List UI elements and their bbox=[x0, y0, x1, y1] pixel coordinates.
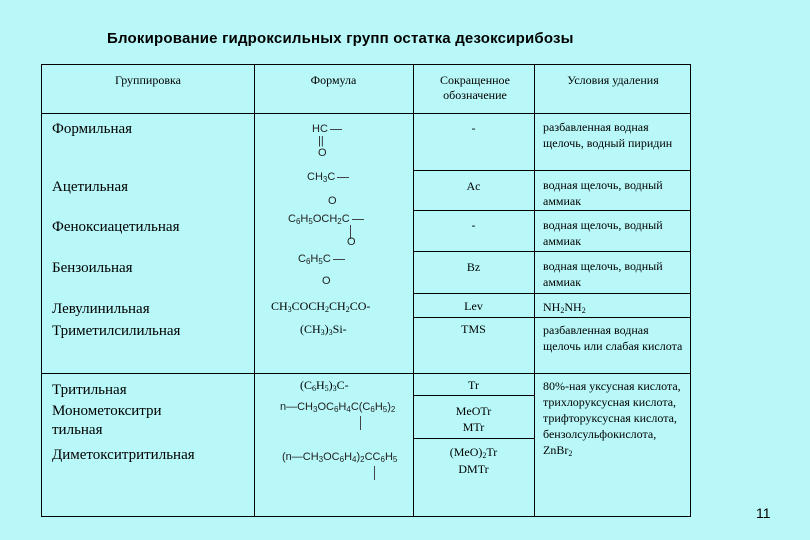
formula-acetyl-oxygen: O bbox=[328, 195, 337, 207]
formula-levulinyl: $CH_3COCH_2CH_2CO-$ bbox=[271, 299, 371, 314]
header-divider bbox=[42, 113, 690, 114]
row-divider bbox=[413, 293, 690, 294]
bond-line bbox=[352, 219, 364, 220]
abbr-benzoyl: Bz bbox=[466, 260, 481, 274]
row-divider bbox=[413, 170, 690, 171]
row-name-monomethoxytrityl-1: Монометокситри bbox=[52, 403, 162, 419]
abbr-levulinyl: Lev bbox=[464, 299, 483, 313]
abbr-dimethoxytrityl-1: $(MeO)_2Tr$ bbox=[449, 445, 498, 460]
cond-trityl-group: 80%-ная уксусная кислота, трихлоруксусная кислота, трифторуксусная кислота, бензолсульфокислота, ZnBr$_2$ bbox=[543, 379, 681, 458]
protecting-groups-table bbox=[41, 64, 691, 517]
row-name-phenoxyacetyl: Феноксиацетильная bbox=[52, 219, 180, 235]
bond-line bbox=[333, 259, 345, 260]
header-abbreviation: Сокращенное обозначение bbox=[439, 73, 511, 102]
cond-formyl: разбавленная водная щелочь, водный пиридин bbox=[543, 120, 673, 150]
row-name-levulinyl: Левулинильная bbox=[52, 301, 150, 317]
row-name-acetyl: Ацетильная bbox=[52, 179, 129, 195]
formula-acetyl: $CH_3C$ bbox=[307, 171, 349, 184]
formula-formyl-double-bond: || bbox=[318, 135, 324, 147]
row-name-formyl: Формильная bbox=[52, 121, 133, 137]
bond-line bbox=[330, 129, 342, 130]
formula-formyl bbox=[312, 123, 342, 135]
cond-acetyl: водная щелочь, водный аммиак bbox=[543, 178, 663, 208]
abbr-formyl: - bbox=[471, 121, 476, 135]
formula-formyl-top: HC bbox=[312, 123, 328, 135]
row-divider bbox=[413, 251, 690, 252]
formula-formyl-oxygen: O bbox=[318, 147, 327, 159]
abbr-monomethoxytrityl-1: MeOTr bbox=[455, 404, 492, 418]
header-removal-conditions: Условия удаления bbox=[567, 73, 659, 87]
row-divider bbox=[413, 438, 534, 439]
row-name-trimethylsilyl: Триметилсилильная bbox=[52, 323, 181, 339]
row-name-dimethoxytrityl: Диметокситритильная bbox=[52, 447, 195, 463]
bond-line bbox=[360, 416, 361, 430]
formula-phenoxyacetyl: $C_6H_5OCH_2C$ bbox=[288, 213, 364, 226]
row-name-benzoyl: Бензоильная bbox=[52, 260, 133, 276]
header-formula: Формула bbox=[310, 73, 357, 87]
formula-monomethoxytrityl: $n—CH_3OC_6H_4C(C_6H_5)_2$ bbox=[280, 401, 396, 414]
col-divider bbox=[254, 65, 255, 516]
row-name-trityl: Тритильная bbox=[52, 382, 127, 398]
formula-trityl: $(C_6H_5)_3C-$ bbox=[300, 378, 349, 393]
row-divider bbox=[413, 395, 534, 396]
header-grouping: Группировка bbox=[115, 73, 181, 87]
formula-trimethylsilyl: $(CH_3)_3Si-$ bbox=[300, 322, 347, 337]
page-title: Блокирование гидроксильных групп остатка дезоксирибозы bbox=[107, 30, 574, 47]
col-divider bbox=[534, 65, 535, 516]
cond-trimethylsilyl: разбавленная водная щелочь или слабая кислота bbox=[543, 323, 683, 353]
formula-benzoyl: $C_6H_5C$ bbox=[298, 253, 345, 266]
formula-dimethoxytrityl: $(n—CH_3OC_6H_4)_2CC_6H_5$ bbox=[282, 451, 398, 464]
page-number: 11 bbox=[756, 505, 771, 521]
abbr-phenoxyacetyl: - bbox=[471, 218, 476, 232]
cond-benzoyl: водная щелочь, водный аммиак bbox=[543, 259, 663, 289]
bond-line bbox=[337, 177, 349, 178]
row-divider bbox=[42, 373, 690, 374]
formula-benzoyl-oxygen: O bbox=[322, 275, 331, 287]
row-name-monomethoxytrityl-2: тильная bbox=[52, 422, 103, 438]
abbr-trityl: Tr bbox=[468, 378, 479, 392]
abbr-trimethylsilyl: TMS bbox=[461, 322, 486, 336]
abbr-dimethoxytrityl-2: DMTr bbox=[458, 462, 489, 476]
row-divider bbox=[413, 210, 690, 211]
abbr-monomethoxytrityl-2: MTr bbox=[462, 420, 485, 434]
bond-line bbox=[374, 466, 375, 480]
formula-phenoxyacetyl-oxygen: O bbox=[347, 236, 356, 248]
row-divider bbox=[413, 317, 690, 318]
cond-phenoxyacetyl: водная щелочь, водный аммиак bbox=[543, 218, 663, 248]
cond-levulinyl: $NH_2NH_2$ bbox=[543, 300, 586, 315]
abbr-acetyl: Ac bbox=[466, 179, 481, 193]
